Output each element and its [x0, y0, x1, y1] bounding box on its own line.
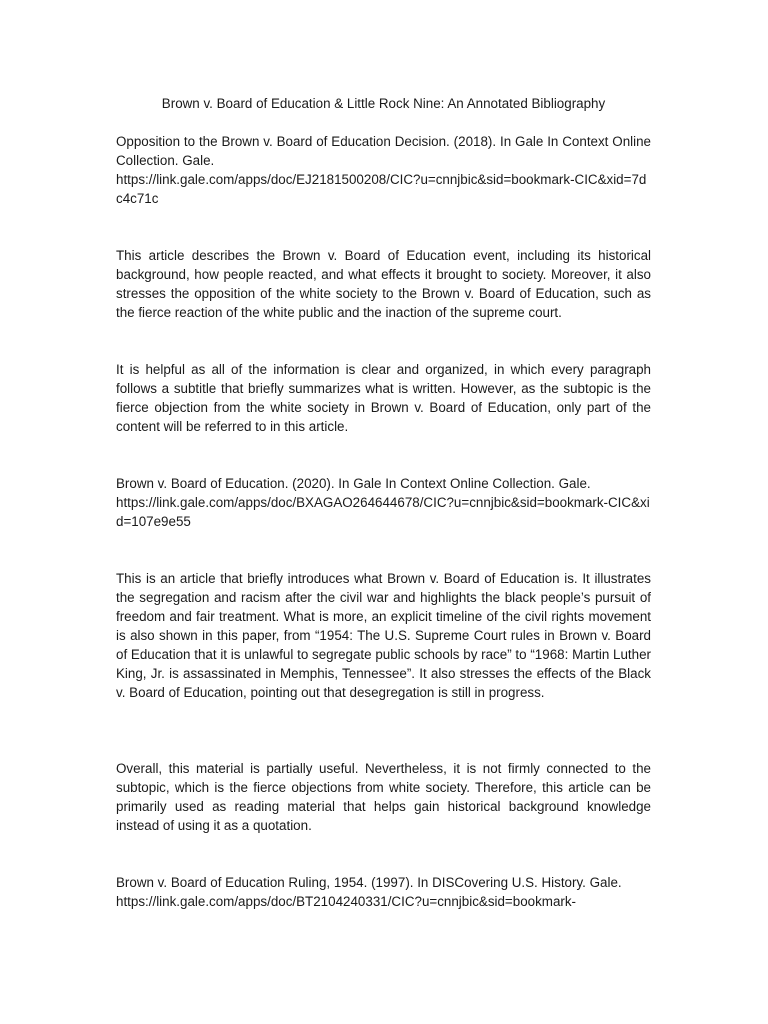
citation-url: https://link.gale.com/apps/doc/BXAGAO264644678/CIC?u=cnnjbic&sid=bookmark-CIC&xid=107e9e55 — [116, 495, 650, 529]
bibliography-entry-2 — [116, 474, 651, 873]
evaluation-paragraph: Overall, this material is partially useful. Nevertheless, it is not firmly connected to the subtopic, which is the fierce objections from white society. Therefore, this article can be primarily used as reading material that helps gain historical background knowledge instead of using it as a quotation. — [116, 761, 651, 833]
citation-text: Opposition to the Brown v. Board of Education Decision. (2018). In Gale In Context Online Collection. Gale. — [116, 134, 651, 168]
citation-text: Brown v. Board of Education. (2020). In Gale In Context Online Collection. Gale. — [116, 476, 591, 491]
spacer — [116, 531, 651, 569]
spacer — [116, 322, 651, 360]
document-page — [116, 94, 651, 911]
spacer — [116, 702, 651, 759]
summary-paragraph: This article describes the Brown v. Board of Education event, including its historical background, how people reacted, and what effects it brought to society. Moreover, it also stresses the opposition of the white society to the Brown v. Board of Education, such as the fierce reaction of the white public and the inaction of the supreme court. — [116, 248, 651, 320]
spacer — [116, 835, 651, 873]
bibliography-entry-3 — [116, 873, 651, 911]
citation-url: https://link.gale.com/apps/doc/EJ2181500208/CIC?u=cnnjbic&sid=bookmark-CIC&xid=7dc4c71c — [116, 172, 647, 206]
citation-url: https://link.gale.com/apps/doc/BT2104240331/CIC?u=cnnjbic&sid=bookmark- — [116, 894, 577, 909]
page-title: Brown v. Board of Education & Little Rock Nine: An Annotated Bibliography — [161, 96, 606, 111]
spacer — [116, 208, 651, 246]
evaluation-paragraph: It is helpful as all of the information is clear and organized, in which every paragraph follows a subtitle that briefly summarizes what is written. However, as the subtopic is the fierce objection from the white society in Brown v. Board of Education, only part of the content will be referred to in this article. — [116, 362, 651, 434]
summary-paragraph: This is an article that briefly introduces what Brown v. Board of Education is. It illustrates the segregation and racism after the civil war and highlights the black people’s pursuit of freedom and fair treatment. What is more, an explicit timeline of the civil rights movement is also shown in this paper, from “1954: The U.S. Supreme Court rules in Brown v. Board of Education that it is unlawful to segregate public schools by race” to “1968: Martin Luther King, Jr. is assassinated in Memphis, Tennessee”. It also stresses the effects of the Black v. Board of Education, pointing out that desegregation is still in progress. — [116, 571, 651, 700]
spacer — [116, 436, 651, 474]
citation-text: Brown v. Board of Education Ruling, 1954. (1997). In DISCovering U.S. History. Gale. — [116, 875, 622, 890]
bibliography-entry-1 — [116, 132, 651, 474]
